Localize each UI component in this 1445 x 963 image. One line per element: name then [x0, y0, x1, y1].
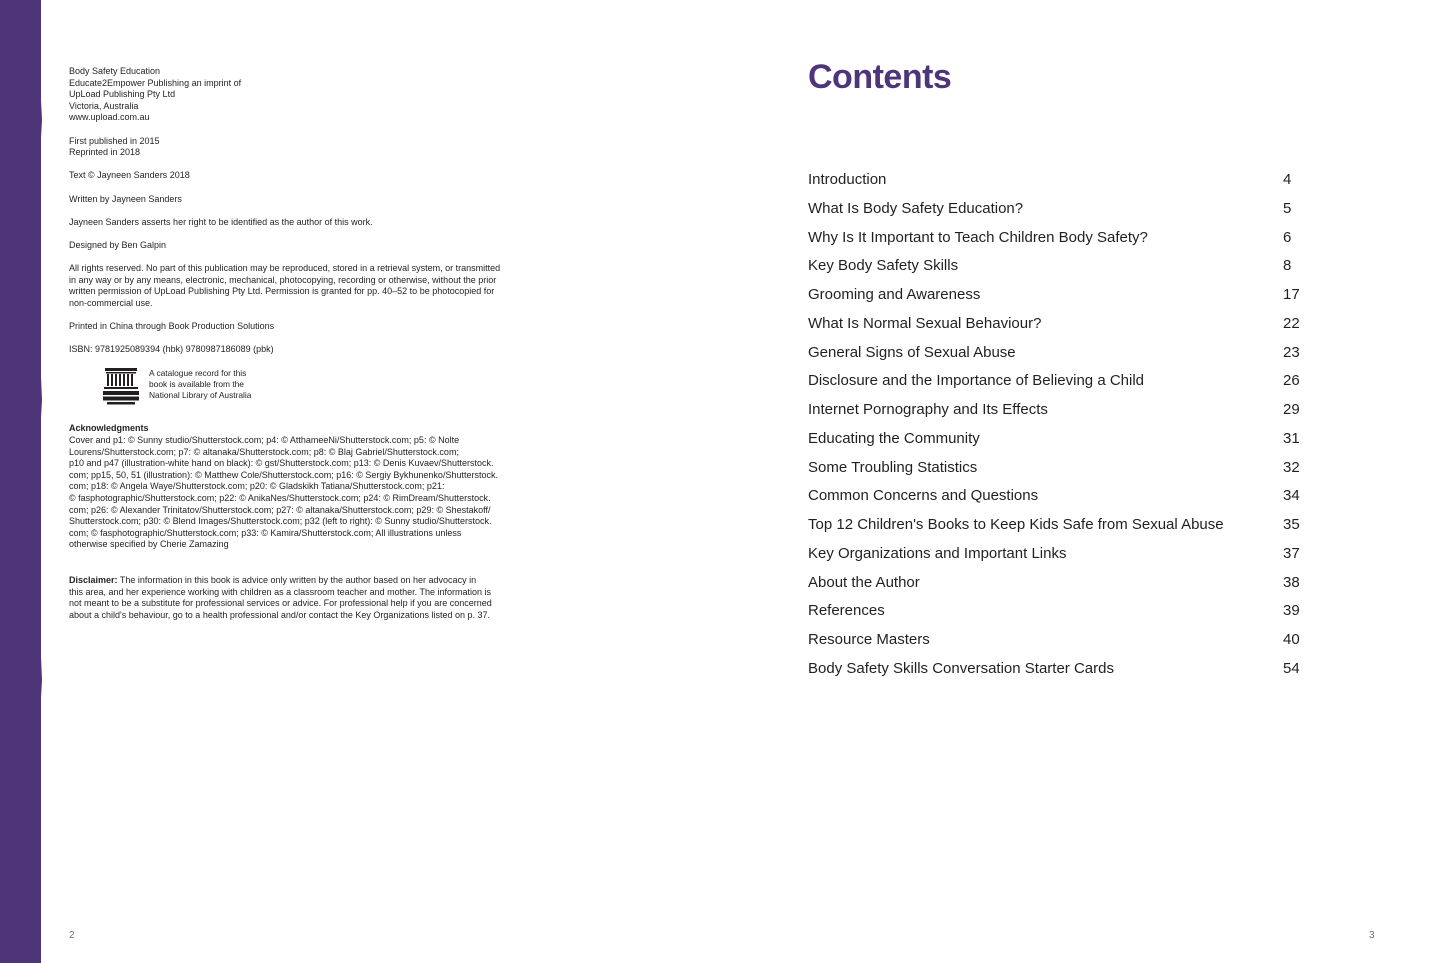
toc-entry: [808, 171, 1313, 200]
toc-entry-title: Introduction: [808, 171, 887, 188]
moral-rights-line: Jayneen Sanders asserts her right to be identified as the author of this work.: [69, 216, 373, 227]
toc-entry: [808, 200, 1313, 229]
disclaimer-line-first: [69, 575, 544, 587]
acknowledgment-line: otherwise specified by Cherie Zamazing: [69, 539, 229, 550]
toc-entry-page: 17: [1283, 286, 1300, 303]
rights-line: written permission of UpLoad Publishing Pty Ltd. Permission is granted for pp. 40–52 to be photocopied for: [69, 286, 495, 297]
toc-entry: [808, 602, 1313, 631]
toc-entry: [808, 660, 1313, 689]
toc-entry-page: 40: [1283, 631, 1300, 648]
toc-entry-page: 38: [1283, 573, 1300, 591]
printed-line: Printed in China through Book Production Solutions: [69, 321, 275, 332]
designed-by-line: Designed by Ben Galpin: [69, 239, 167, 250]
toc-entry: [808, 229, 1313, 258]
torn-edge-decoration: [36, 0, 46, 963]
national-library-of-australia-logo: [101, 367, 141, 407]
toc-entry: [808, 487, 1313, 516]
acknowledgment-line: com; p26: © Alexander Trinitatov/Shutterstock.com; p27: © altanaka/Shutterstock.com; p29: © Shestakoff/: [69, 504, 491, 515]
toc-entry-page: 54: [1283, 659, 1300, 677]
toc-entry-page: 26: [1283, 372, 1300, 390]
acknowledgment-line: com; © fasphotographic/Shutterstock.com; p33: © Kamira/Shutterstock.com; All illustrations unless: [69, 527, 462, 538]
toc-entry: [808, 516, 1313, 545]
acknowledgment-line: com; pp15, 50, 51 (illustration): © Matthew Cole/Shutterstock.com; p16: © Sergiy Bykhunenko/Shutterstock.: [69, 469, 498, 480]
rights-line: All rights reserved. No part of this publication may be reproduced, stored in a retrieval system, or transmitted: [69, 263, 501, 274]
toc-entry: [808, 545, 1313, 574]
toc-entry-title: General Signs of Sexual Abuse: [808, 343, 1016, 361]
publisher-website: www.upload.com.au: [69, 112, 150, 123]
acknowledgment-line: com; p18: © Angela Waye/Shutterstock.com; p20: © Gladskikh Tatiana/Shutterstock.com; p21:: [69, 481, 445, 492]
right-page-number: 3: [1369, 930, 1375, 941]
toc-entry-title: Some Troubling Statistics: [808, 458, 978, 476]
toc-entry-title: Key Organizations and Important Links: [808, 544, 1067, 562]
acknowledgment-line: Shutterstock.com; p30: © Blend Images/Shutterstock.com; p32 (left to right): © Sunny studio/Shutterstock.: [69, 516, 492, 527]
toc-entry-page: 8: [1283, 257, 1292, 275]
catalogue-record-text: [149, 368, 251, 400]
toc-entry-title: Grooming and Awareness: [808, 286, 981, 303]
toc-entry: [808, 344, 1313, 373]
toc-entry-page: 39: [1283, 602, 1300, 620]
publisher-line: Educate2Empower Publishing an imprint of: [69, 77, 242, 88]
catalogue-record-block: [69, 367, 544, 413]
acknowledgment-line: Lourens/Shutterstock.com; p7: © altanaka/Shutterstock.com; p8: © Blaj Gabriel/Shutterstock.com;: [69, 446, 459, 457]
toc-entry-title: Common Concerns and Questions: [808, 487, 1039, 505]
toc-entry-title: References: [808, 602, 885, 620]
toc-entry: [808, 372, 1313, 401]
first-published: First published in 2015: [69, 135, 160, 146]
toc-entry-title: Body Safety Skills Conversation Starter Cards: [808, 659, 1114, 677]
acknowledgment-line: © fasphotographic/Shutterstock.com; p22: © AnikaNes/Shutterstock.com; p24: © RimDream/Shutterstock.: [69, 493, 491, 503]
toc-entry: [808, 459, 1313, 488]
toc-entry: [808, 257, 1313, 286]
publication-history: [69, 136, 544, 159]
disclaimer-line: this area, and her experience working with children as a classroom teacher and mother. The information is: [69, 586, 492, 597]
toc-entry-title: Educating the Community: [808, 429, 980, 447]
purple-spine-band: [0, 0, 41, 963]
left-page-number: 2: [69, 930, 75, 941]
rights-line: in any way or by any means, electronic, mechanical, photocopying, recording or otherwise, without the prior: [69, 274, 497, 285]
acknowledgment-line: p10 and p47 (illustration-white hand on black): © gst/Shutterstock.com; p13: © Denis Kuvaev/Shutterstock.: [69, 458, 494, 469]
reprinted: Reprinted in 2018: [69, 147, 141, 158]
toc-entry-title: What Is Body Safety Education?: [808, 199, 1024, 217]
publisher-line: Body Safety Education: [69, 66, 161, 76]
acknowledgments-heading: Acknowledgments: [69, 423, 149, 434]
toc-entry: [808, 430, 1313, 459]
toc-entry-title: Key Body Safety Skills: [808, 257, 959, 275]
catalogue-line: National Library of Australia: [149, 389, 252, 400]
rights-line: non-commercial use.: [69, 297, 153, 308]
disclaimer: [69, 575, 544, 621]
toc-entry-title: What Is Normal Sexual Behaviour?: [808, 314, 1042, 332]
imprint-page: [69, 66, 544, 633]
toc-entry-page: 6: [1283, 228, 1292, 246]
table-of-contents: [808, 171, 1313, 689]
disclaimer-label: Disclaimer:: [69, 574, 118, 585]
publisher-line: UpLoad Publishing Pty Ltd: [69, 89, 176, 100]
toc-entry: [808, 315, 1313, 344]
toc-entry-page: 5: [1283, 199, 1292, 217]
toc-entry: [808, 401, 1313, 430]
copyright-line: Text © Jayneen Sanders 2018: [69, 170, 190, 181]
toc-entry-title: Disclosure and the Importance of Believing a Child: [808, 372, 1145, 390]
toc-entry-title: Resource Masters: [808, 631, 930, 648]
publisher-line: Victoria, Australia: [69, 100, 139, 111]
toc-entry-title: Why Is It Important to Teach Children Body Safety?: [808, 228, 1148, 246]
toc-entry-page: 37: [1283, 544, 1300, 562]
acknowledgment-line: Cover and p1: © Sunny studio/Shutterstock.com; p4: © AtthameeNi/Shutterstock.com; p5: © Nolte: [69, 435, 460, 446]
isbn-line: ISBN: 9781925089394 (hbk) 9780987186089 (pbk): [69, 344, 274, 355]
toc-entry-page: 29: [1283, 401, 1300, 418]
toc-entry-page: 35: [1283, 516, 1300, 533]
toc-entry: [808, 286, 1313, 315]
contents-title: Contents: [808, 58, 952, 96]
disclaimer-line: about a child's behaviour, go to a health professional and/or contact the Key Organizations listed on p. 37.: [69, 609, 490, 620]
toc-entry-page: 31: [1283, 429, 1300, 447]
toc-entry: [808, 631, 1313, 660]
toc-entry-page: 23: [1283, 343, 1300, 361]
publisher-block: [69, 66, 544, 124]
acknowledgments: [69, 423, 544, 551]
toc-entry-title: Internet Pornography and Its Effects: [808, 401, 1048, 418]
toc-entry-page: 4: [1283, 171, 1292, 188]
toc-entry-title: About the Author: [808, 573, 920, 591]
catalogue-line: A catalogue record for this: [149, 368, 247, 379]
disclaimer-line: not meant to be a substitute for professional services or advice. For professional help if you are concerned: [69, 598, 492, 609]
toc-entry-page: 32: [1283, 458, 1300, 476]
toc-entry-page: 34: [1283, 487, 1300, 505]
toc-entry: [808, 574, 1313, 603]
catalogue-line: book is available from the: [149, 379, 244, 390]
written-by-line: Written by Jayneen Sanders: [69, 193, 182, 204]
rights-notice: [69, 263, 544, 309]
disclaimer-text: The information in this book is advice only written by the author based on her advocacy in: [117, 574, 477, 585]
toc-entry-page: 22: [1283, 314, 1300, 332]
toc-entry-title: Top 12 Children's Books to Keep Kids Safe from Sexual Abuse: [808, 516, 1224, 533]
